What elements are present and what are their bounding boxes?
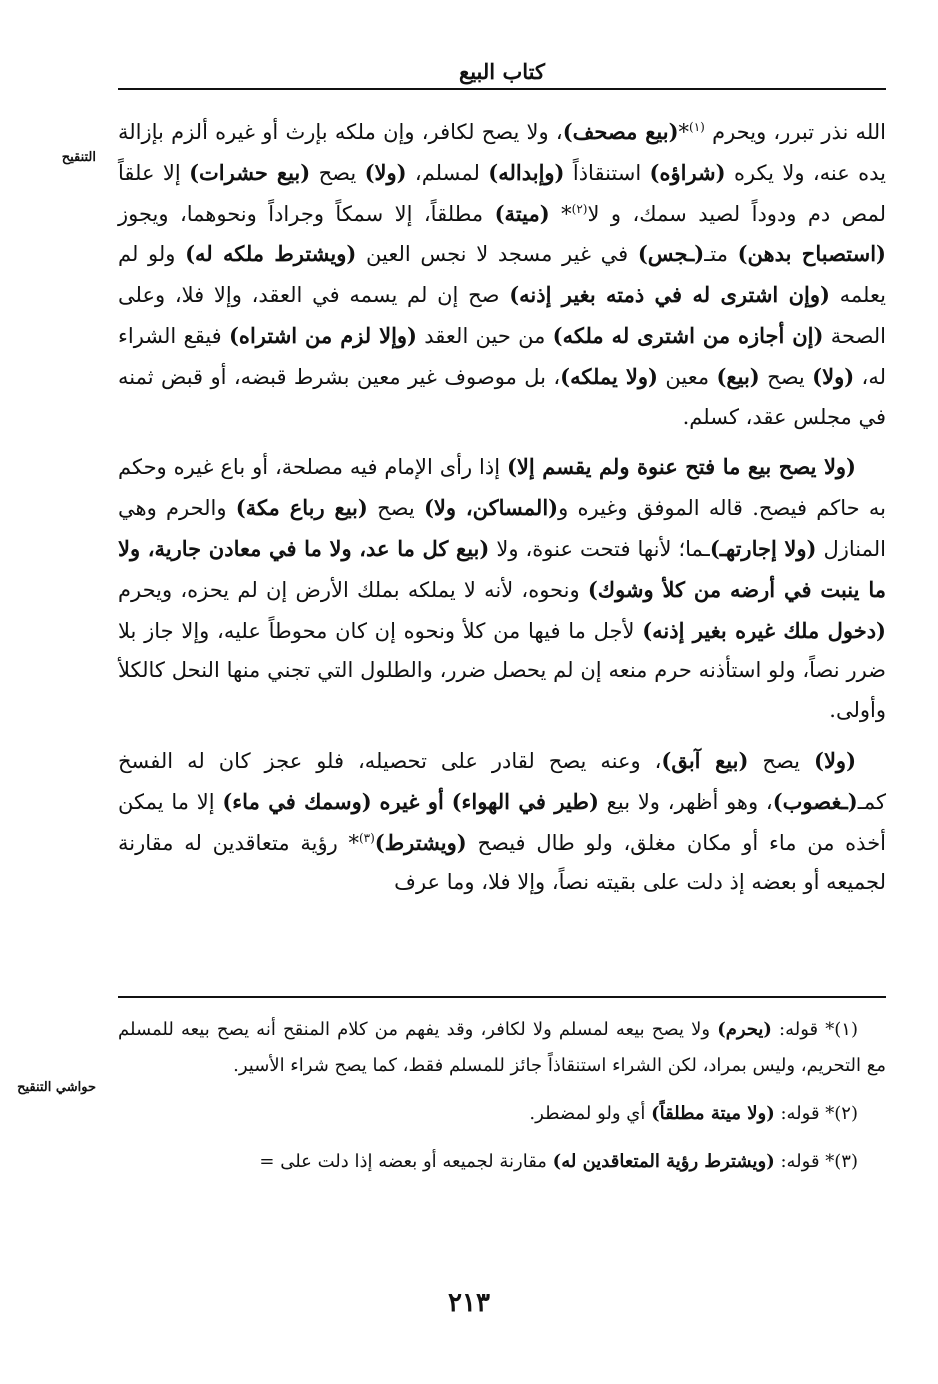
bold-text: (استصباح بدهن) <box>737 241 886 267</box>
footnotes <box>118 1012 886 1192</box>
bold-text: (ولا إجارتهـ) <box>709 535 817 561</box>
text-run: ـما؛ لأنها فتحت عنوة، ولا <box>489 536 710 561</box>
bold-text: (وإن اشترى له في ذمته بغير إذنه) <box>509 282 830 308</box>
text-run: ولا يصح بيعه لمسلم ولا لكافر، وقد يفهم من كلام المنقح أنه يصح بيعه للمسلم مع التحريم، وليس بمراد، لكن الشراء استنقاذاً جائز للمسلم فقط، كما يصح شراء الأسير. <box>118 1019 886 1076</box>
text-run: إذا رأى الإمام فيه مصلحة، أو باع غيره وحكم به حاكم فيصح. قاله الموفق وغيره و <box>118 455 886 521</box>
main-text <box>118 112 886 913</box>
bold-text: (بيع) <box>716 363 760 389</box>
page-title: كتاب البيع <box>459 59 545 84</box>
text-run <box>444 790 452 814</box>
bold-text: (شراؤه) <box>649 159 726 185</box>
footnote <box>118 1144 886 1180</box>
bold-text: (بيع مصحف) <box>562 119 679 144</box>
bold-text: (طير في الهواء) <box>451 788 599 814</box>
bold-text: (وإلا لزم من اشتراه) <box>229 322 417 348</box>
text-run: في غير مسجد لا نجس العين <box>356 242 638 267</box>
bold-text: (بيع رباع مكة) <box>235 495 368 521</box>
text-run: استنقاذاً <box>564 160 650 185</box>
bold-text: (ويشترط) <box>374 829 467 855</box>
footnote-ref: (١) <box>689 120 705 134</box>
footnote-divider <box>118 996 886 998</box>
page-number: ٢١٣ <box>448 1288 490 1318</box>
text-run: * رؤية متعاقدين له مقارنة لجميعه أو بعضه إذ دلت على بقيته نصاً، وإلا فلا، وما عرف <box>118 830 886 895</box>
text-run: إلا ما يمكن أخذه من ماء أو مكان مغلق، ولو طال فيصح <box>118 789 887 855</box>
margin-label-footnotes: حواشي التنقيح <box>17 1080 96 1095</box>
text-run: (٢)* قوله: <box>774 1103 858 1124</box>
footnote <box>118 1012 886 1084</box>
bold-text: (ولا ميتة مطلقاً) <box>651 1103 775 1124</box>
bold-text: (ويشترط ملكه له) <box>185 241 357 267</box>
paragraph <box>118 741 886 903</box>
text-run: ولو لم يعلمه <box>118 242 886 308</box>
text-run: * <box>678 120 690 144</box>
bold-text: (بيع حشرات) <box>189 159 311 185</box>
bold-text: (ولا يصح بيع ما فتح عنوة ولم يقسم إلا) <box>506 454 856 480</box>
text-run: ، وهو أظهر، ولا بيع <box>598 789 773 814</box>
footnote-ref: (٢) <box>571 201 588 216</box>
bold-text: (ـجس) <box>637 241 705 267</box>
bold-text: (ـغصوب) <box>772 788 858 814</box>
text-run: ، وعنه يصح لقادر على تحصيله، فلو عجز كان له الفسخ كمـ <box>118 748 886 814</box>
text-run: لمسلم، <box>406 160 489 185</box>
text-run: ، بل موصوف غير معين بشرط قبضه، أو قبض ثمنه في مجلس عقد، كسلم. <box>118 364 886 429</box>
text-run: يصح <box>367 496 424 521</box>
bold-text: أو غيره <box>379 788 444 814</box>
footnote-ref: (٣) <box>358 830 375 845</box>
text-run: (٣)* قوله: <box>774 1151 858 1172</box>
footnote <box>118 1096 886 1132</box>
text-run: والحرم وهي المنازل <box>118 496 886 561</box>
text-run: يصح <box>310 160 365 185</box>
text-run: لأجل ما فيها من كلأ ونحوه إن كان محوطاً عليه، وإلا جاز بلا ضرر نصاً، ولو استأذنه حرم منعه إن لم يحصل ضرر، والطلول التي تجني منها النحل كالكلأ وأولى. <box>118 618 886 723</box>
text-run: ونحوه، لأنه لا يملكه بملك الأرض إن لم يحزه، ويحرم <box>118 577 588 602</box>
bold-text: (ولا) <box>814 747 857 773</box>
text-run: معين <box>657 364 717 389</box>
text-run: إلا علقاً لمص دم ودوداً لصيد سمك، و لا <box>118 160 886 226</box>
paragraph <box>118 112 886 437</box>
page-header <box>118 58 886 90</box>
bold-text: (ولا) <box>812 363 855 389</box>
text-run: * <box>549 201 572 226</box>
margin-label-main: التنقيح <box>61 150 96 165</box>
text-run: صح إن لم يسمه في العقد، وإلا فلا، وعلى الصحة <box>118 283 887 348</box>
bold-text: (إن أجازه من اشترى له ملكه) <box>552 322 824 348</box>
text-run: الله نذر تبرر، ويحرم <box>704 120 887 144</box>
text-run: (١)* قوله: <box>771 1019 858 1040</box>
bold-text: (وإبداله) <box>488 159 565 185</box>
text-run: فيقع الشراء له، <box>118 323 886 389</box>
text-run: ، ولا يصح لكافر، وإن ملكه بإرث أو غيره ألزم بإزالة يده عنه، ولا يكره <box>118 120 886 185</box>
bold-text: (دخول ملك غيره بغير إذنه) <box>642 617 886 643</box>
text-run: متـ <box>704 242 738 267</box>
bold-text: (بيع آبق) <box>661 747 749 773</box>
text-run: يصح <box>759 364 813 389</box>
text-run: مطلقاً، إلا سمكاً وجراداً ونحوهما، ويجوز <box>118 201 495 226</box>
text-run: يصح <box>748 748 815 773</box>
bold-text: (ويشترط رؤية المتعاقدين له) <box>552 1151 775 1172</box>
bold-text: (المساكن، ولا) <box>423 495 559 521</box>
bold-text: (يحرم) <box>717 1019 772 1040</box>
bold-text: (ميتة) <box>494 200 550 226</box>
text-run: من حين العقد <box>416 323 553 348</box>
paragraph <box>118 447 886 731</box>
text-run: أي ولو لمضطر. <box>529 1103 652 1124</box>
bold-text: (بيع كل ما عد، ولا ما في معادن جارية، ولا ما ينبت في أرضه من كلأ وشوك) <box>118 535 887 602</box>
bold-text: (وسمك في ماء) <box>222 788 372 814</box>
text-run: مقارنة لجميعه أو بعضه إذا دلت على = <box>259 1151 553 1172</box>
bold-text: (ولا) <box>364 159 407 185</box>
bold-text: (ولا يملكه) <box>560 363 658 389</box>
